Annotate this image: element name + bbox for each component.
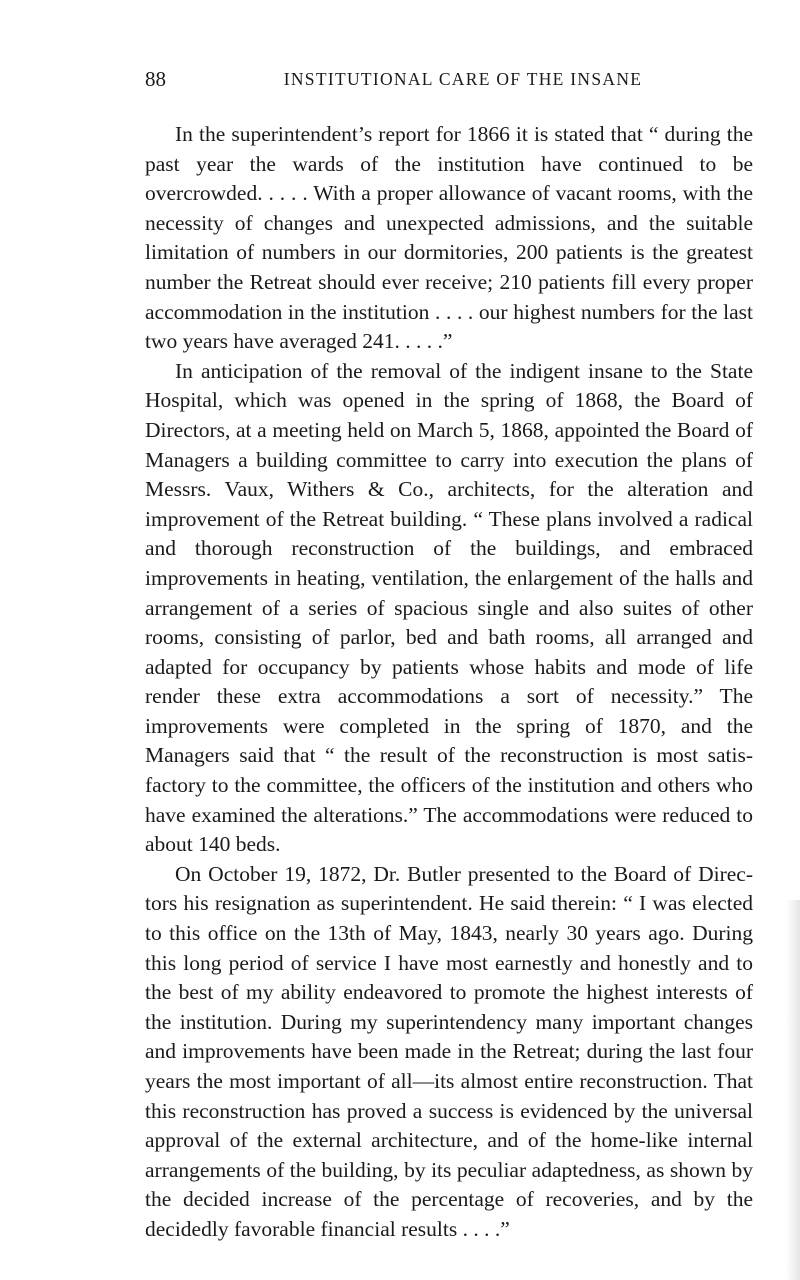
page-edge-shadow xyxy=(786,900,800,1280)
paragraph-3: On October 19, 1872, Dr. Butler presented to the Board of Directors his resignation as superintendent. He said therein: “ I was elected to this office on the 13th of May, 1843, nearly 30 years ago. During this long period of service I have most earnestly and honestly and to the best of my ability endeavored to promote the highest interests of the institution. During my superintendency many important changes and improvements have been made in the Retreat; during the last four years the most important of all—its almost entire reconstruction. That this reconstruction has proved a success is evidenced by the universal approval of the external architecture, and of the home-like internal arrangements of the building, by its peculiar adaptedness, as shown by the decided increase of the percentage of recoveries, and by the decidedly favorable financial results . . . .” xyxy=(145,861,753,1241)
running-head: INSTITUTIONAL CARE OF THE INSANE xyxy=(283,69,643,89)
paragraph-1: In the superintendent’s report for 1866 it is stated that “ during the past year the wards of the institution have continued to be overcrowded. . . . . With a proper allowance of vacant rooms, with the necessity of changes and unexpected admissions, and the suitable limitation of numbers in our dormitories, 200 patients is the greatest number the Retreat should ever receive; 210 patients fill every proper accommodation in the institution . . . . our highest numbers for the last two years have averaged 241. . . . .” xyxy=(145,122,753,354)
page-header xyxy=(145,64,753,94)
body-text xyxy=(145,120,753,1245)
paragraph-2: In anticipation of the removal of the indigent insane to the State Hospital, which was opened in the spring of 1868, the Board of Directors, at a meeting held on March 5, 1868, appointed the Board of Managers a building committee to carry into execution the plans of Messrs. Vaux, Withers & Co., architects, for the alteration and improvement of the Retreat building. “ These plans involved a radical and thorough reconstruction of the buildings, and embraced improvements in heating, ventilation, the enlargement of the halls and arrangement of a series of spacious single and also suites of other rooms, consisting of parlor, bed and bath rooms, all arranged and adapted for occupancy by patients whose habits and mode of life render these extra accommodations a sort of necessity.” The improvements were completed in the spring of 1870, and the Managers said that “ the result of the reconstruction is most satisfactory to the committee, the officers of the institution and others who have examined the alterations.” The accommodations were reduced to about 140 beds. xyxy=(145,358,753,857)
page-number: 88 xyxy=(145,67,166,91)
